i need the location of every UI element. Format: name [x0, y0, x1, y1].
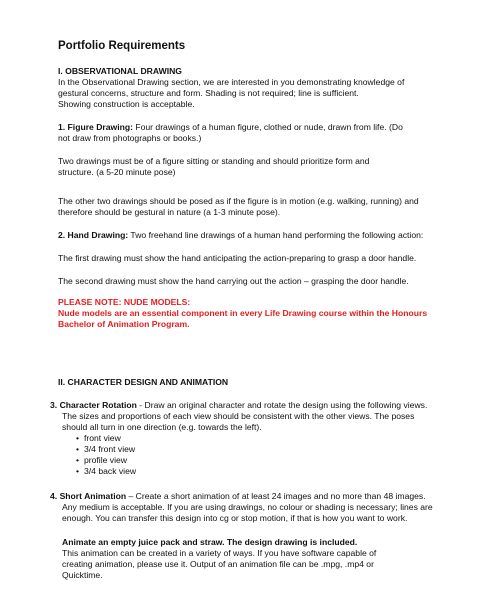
animation-line-2: Any medium is acceptable. If you are using drawings, no colour or shading is necessary; lines are [62, 502, 433, 512]
intro-line-1: In the Observational Drawing section, we are interested in you demonstrating knowledge of [58, 77, 405, 87]
juice-pack-heading: Animate an empty juice pack and straw. The design drawing is included. [62, 537, 358, 547]
rotation-number: 3. [50, 400, 58, 410]
juice-line-1: This animation can be created in a variety of ways. If you have software capable of [62, 548, 377, 558]
two-drawings-a-line-1: Two drawings must be of a figure sitting or standing and should prioritize form and [58, 156, 370, 166]
hand-first-drawing: The first drawing must show the hand anticipating the action-preparing to grasp a door handle. [58, 253, 417, 263]
note-line-2: Bachelor of Animation Program. [58, 319, 190, 329]
juice-line-2: creating animation, please use it. Output of an animation file can be .mpg, .mp4 or [62, 559, 374, 569]
section-heading-character-design: II. CHARACTER DESIGN AND ANIMATION [58, 377, 229, 387]
two-drawings-b-line-1: The other two drawings should be posed as if the figure is in motion (e.g. walking, running) and [58, 196, 419, 206]
juice-line-3: Quicktime. [62, 570, 103, 580]
list-item: • 3/4 back view [76, 466, 136, 477]
hand-drawing-text: Two freehand line drawings of a human hand performing the following action: [128, 230, 424, 240]
intro-line-2: gestural concerns, structure and form. Shading is not required; line is sufficient. [58, 88, 359, 98]
hand-drawing-label: 2. Hand Drawing: [58, 230, 129, 240]
note-line-1: Nude models are an essential component in every Life Drawing course within the Honours [58, 308, 428, 318]
rotation-label: Character Rotation [59, 400, 137, 410]
list-item: • profile view [76, 455, 136, 466]
hand-second-drawing: The second drawing must show the hand carrying out the action – grasping the door handle. [58, 276, 409, 286]
list-item: • front view [76, 433, 136, 444]
animation-label: Short Animation [59, 491, 127, 501]
rotation-line-3: should all turn in one direction (e.g. towards the left). [62, 422, 262, 432]
figure-drawing-line-1 [58, 122, 403, 133]
hand-drawing-line [58, 230, 423, 241]
note-heading: PLEASE NOTE: NUDE MODELS: [58, 297, 191, 307]
rotation-line-1 [50, 400, 427, 411]
animation-text: – Create a short animation of at least 24 images and no more than 48 images. [126, 491, 426, 501]
rotation-text: - Draw an original character and rotate the design using the following views. [136, 400, 428, 410]
figure-drawing-line-2: not draw from photographs or books.) [58, 133, 202, 143]
animation-line-3: enough. You can transfer this design into cg or stop motion, if that is how you want to work. [62, 513, 408, 523]
intro-line-3: Showing construction is acceptable. [58, 99, 195, 109]
list-item: • 3/4 front view [76, 444, 136, 455]
page-title: Portfolio Requirements [58, 40, 186, 52]
figure-drawing-text: Four drawings of a human figure, clothed or nude, drawn from life. (Do [132, 122, 403, 132]
section-heading-observational: I. OBSERVATIONAL DRAWING [58, 66, 182, 76]
animation-line-1 [50, 491, 426, 502]
two-drawings-b-line-2: therefore should be gestural in nature (a 1-3 minute pose). [58, 207, 281, 217]
figure-drawing-label: 1. Figure Drawing: [58, 122, 133, 132]
two-drawings-a-line-2: structure. (a 5-20 minute pose) [58, 167, 176, 177]
animation-number: 4. [50, 491, 58, 501]
rotation-line-2: The sizes and proportions of each view should be consistent with the other views. The poses [62, 411, 415, 421]
view-list [76, 433, 136, 477]
